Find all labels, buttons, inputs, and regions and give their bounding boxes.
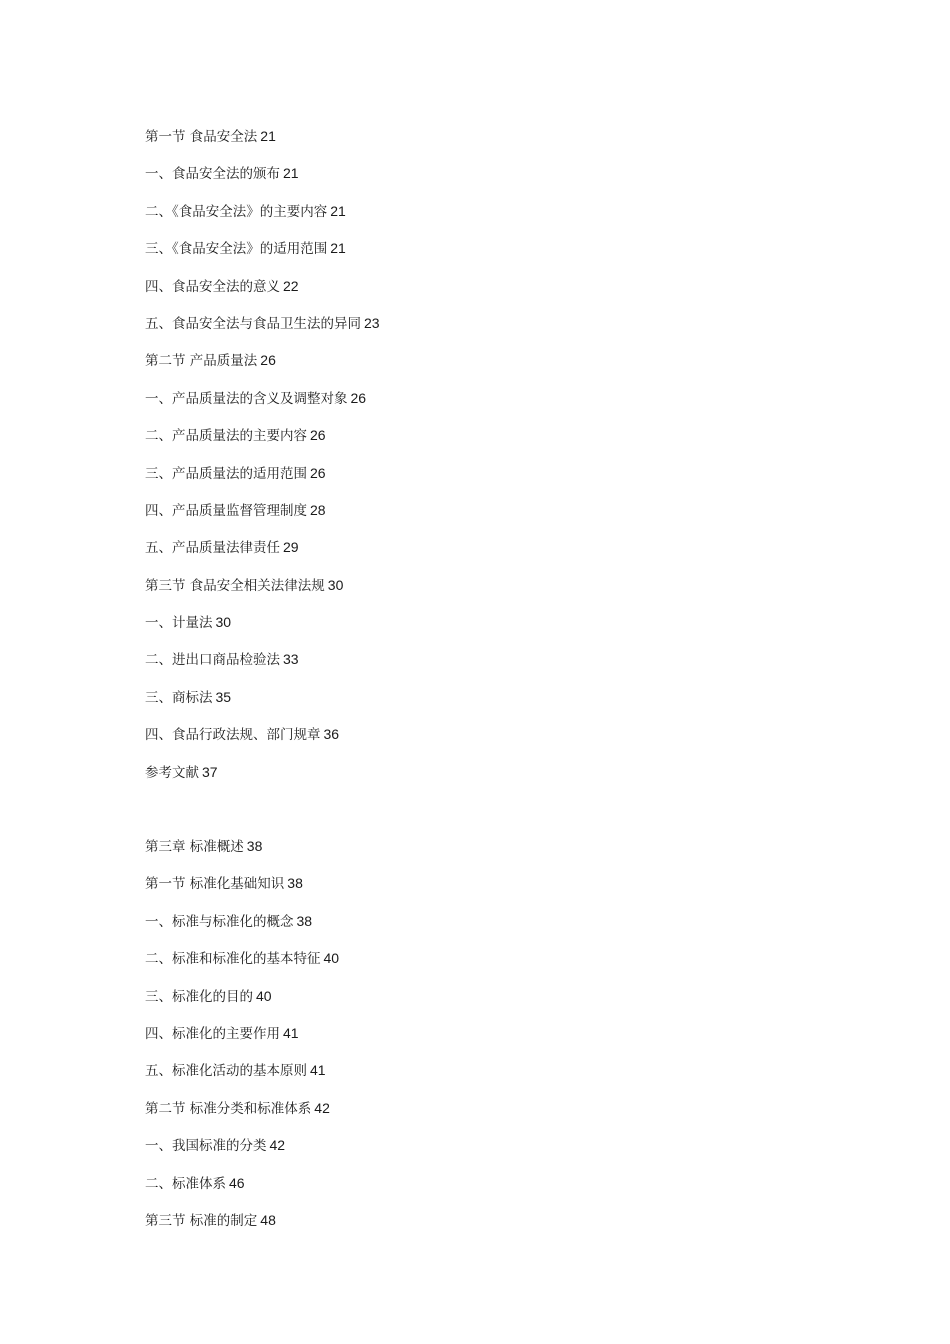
toc-group-2 — [145, 834, 845, 1245]
toc-entry-title: 参考文献 — [145, 764, 199, 781]
toc-entry-page-number: 22 — [283, 277, 299, 294]
toc-entry — [145, 199, 845, 236]
toc-entry — [145, 760, 845, 797]
toc-entry-title: 一、计量法 — [145, 615, 213, 632]
table-of-contents — [145, 124, 845, 1245]
toc-entry — [145, 236, 845, 273]
toc-entry — [145, 871, 845, 908]
toc-entry-page-number: 42 — [269, 1137, 286, 1154]
toc-entry — [145, 984, 845, 1021]
toc-entry-page-number: 33 — [283, 651, 299, 668]
toc-entry-page-number: 26 — [350, 389, 367, 406]
toc-entry-page-number: 36 — [323, 726, 340, 743]
toc-entry — [145, 1208, 845, 1245]
toc-entry-title: 一、标准与标准化的概念 — [145, 913, 294, 930]
toc-entry-title: 二、产品质量法的主要内容 — [145, 428, 307, 445]
toc-entry-page-number: 48 — [260, 1211, 276, 1228]
toc-entry — [145, 573, 845, 610]
toc-entry — [145, 647, 845, 684]
toc-entry-title: 三、标准化的目的 — [145, 988, 253, 1005]
toc-entry-title: 五、食品安全法与食品卫生法的异同 — [145, 315, 361, 332]
toc-entry-title: 五、标准化活动的基本原则 — [145, 1063, 307, 1080]
toc-entry-title: 三、产品质量法的适用范围 — [145, 465, 307, 482]
toc-entry — [145, 348, 845, 385]
toc-entry-title: 一、我国标准的分类 — [145, 1138, 267, 1155]
toc-entry-page-number: 23 — [364, 314, 380, 331]
toc-entry — [145, 274, 845, 311]
toc-entry-title: 二、标准和标准化的基本特征 — [145, 951, 321, 968]
toc-entry-page-number: 46 — [229, 1174, 245, 1191]
toc-entry-page-number: 29 — [283, 539, 299, 556]
toc-entry — [145, 1133, 845, 1170]
toc-entry-page-number: 38 — [296, 912, 313, 929]
toc-entry — [145, 909, 845, 946]
toc-entry-page-number: 38 — [287, 875, 303, 892]
toc-entry-page-number: 41 — [283, 1024, 299, 1041]
toc-entry — [145, 161, 845, 198]
toc-entry-title: 四、产品质量监督管理制度 — [145, 502, 307, 519]
toc-entry-title: 第三章 标准概述 — [145, 839, 244, 856]
toc-entry-title: 第三节 标准的制定 — [145, 1212, 258, 1229]
toc-entry — [145, 423, 845, 460]
toc-entry-page-number: 21 — [330, 202, 346, 219]
toc-entry-title: 一、产品质量法的含义及调整对象 — [145, 390, 348, 407]
toc-entry-page-number: 41 — [310, 1062, 326, 1079]
toc-entry — [145, 311, 845, 348]
toc-entry — [145, 1096, 845, 1133]
toc-entry-title: 第一节 食品安全法 — [145, 129, 258, 145]
toc-entry — [145, 610, 845, 647]
toc-entry — [145, 124, 845, 161]
toc-entry — [145, 498, 845, 535]
toc-entry-page-number: 38 — [246, 838, 263, 855]
toc-entry — [145, 685, 845, 722]
toc-entry-title: 二、标准体系 — [145, 1175, 226, 1192]
toc-group-1 — [145, 124, 845, 797]
toc-entry-title: 五、产品质量法律责任 — [145, 540, 280, 557]
toc-entry — [145, 946, 845, 983]
toc-entry-page-number: 26 — [260, 352, 276, 369]
toc-entry-page-number: 40 — [323, 950, 340, 967]
toc-entry-page-number: 28 — [310, 501, 326, 518]
toc-entry-title: 第二节 产品质量法 — [145, 353, 258, 370]
toc-entry-title: 三、商标法 — [145, 689, 213, 706]
toc-entry-page-number: 35 — [215, 688, 232, 705]
toc-entry-page-number: 30 — [327, 576, 344, 593]
toc-entry-title: 第一节 标准化基础知识 — [145, 876, 285, 893]
toc-entry-page-number: 26 — [310, 464, 326, 481]
toc-entry-page-number: 30 — [215, 614, 232, 631]
toc-entry-page-number: 42 — [314, 1099, 330, 1116]
toc-entry — [145, 535, 845, 572]
toc-entry-page-number: 21 — [283, 165, 299, 182]
toc-entry — [145, 1171, 845, 1208]
toc-entry — [145, 1021, 845, 1058]
toc-entry-title: 二、进出口商品检验法 — [145, 652, 280, 669]
toc-entry — [145, 386, 845, 423]
toc-entry-page-number: 21 — [260, 128, 276, 144]
toc-entry-title: 第三节 食品安全相关法律法规 — [145, 577, 325, 594]
toc-entry-title: 一、食品安全法的颁布 — [145, 166, 280, 183]
toc-entry-page-number: 26 — [310, 427, 326, 444]
toc-entry-page-number: 37 — [202, 763, 218, 780]
toc-entry — [145, 722, 845, 759]
toc-entry-page-number: 21 — [330, 240, 346, 257]
toc-entry-title: 第二节 标准分类和标准体系 — [145, 1100, 312, 1117]
toc-entry — [145, 461, 845, 498]
toc-entry-title: 四、标准化的主要作用 — [145, 1025, 280, 1042]
toc-entry — [145, 1058, 845, 1095]
toc-entry-title: 四、食品行政法规、部门规章 — [145, 727, 321, 744]
toc-entry-title: 二、《食品安全法》的主要内容 — [145, 203, 328, 220]
toc-entry-page-number: 40 — [256, 987, 272, 1004]
toc-entry — [145, 834, 845, 871]
toc-entry-title: 四、食品安全法的意义 — [145, 278, 280, 295]
toc-entry-title: 三、《食品安全法》的适用范围 — [145, 241, 328, 258]
